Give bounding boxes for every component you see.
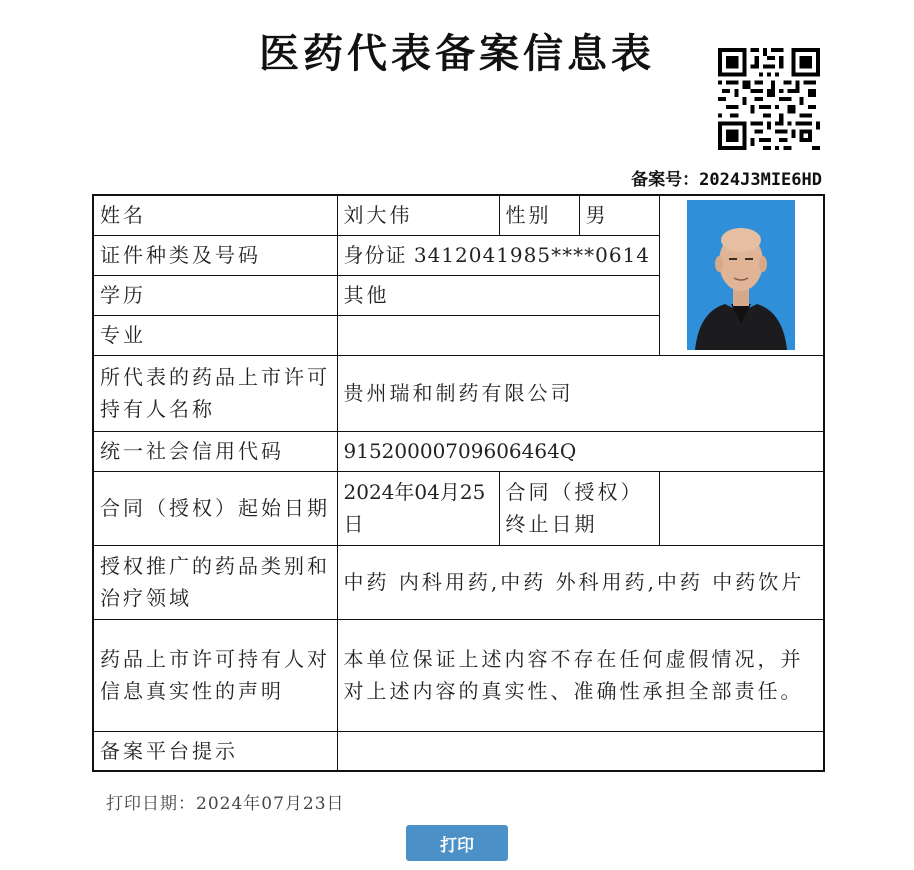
name-value: 刘大伟 [337, 195, 499, 235]
major-value [337, 315, 659, 355]
decl-value: 本单位保证上述内容不存在任何虚假情况，并对上述内容的真实性、准确性承担全部责任。 [337, 619, 824, 731]
holder-value: 贵州瑞和制药有限公司 [337, 355, 824, 431]
decl-label: 药品上市许可持有人对信息真实性的声明 [93, 619, 337, 731]
edu-label: 学历 [93, 275, 337, 315]
table-row [93, 195, 824, 235]
page-title: 医药代表备案信息表 [259, 30, 655, 77]
start-label: 合同（授权）起始日期 [93, 471, 337, 545]
gender-label: 性别 [499, 195, 579, 235]
print-button[interactable]: 打印 [406, 825, 508, 861]
credit-value: 91520000709606464Q [337, 431, 824, 471]
scope-label: 授权推广的药品类别和治疗领域 [93, 545, 337, 619]
end-label: 合同（授权）终止日期 [499, 471, 659, 545]
photo-cell [659, 195, 824, 355]
gender-value: 男 [579, 195, 659, 235]
id-value: 身份证 3412041985****0614 [337, 235, 659, 275]
holder-label: 所代表的药品上市许可持有人名称 [93, 355, 337, 431]
record-number: 备案号：2024J3MIE6HD [631, 170, 822, 190]
start-value: 2024年04月25日 [337, 471, 499, 545]
major-label: 专业 [93, 315, 337, 355]
edu-value: 其他 [337, 275, 659, 315]
tip-label: 备案平台提示 [93, 731, 337, 771]
print-date: 打印日期：2024年07月23日 [106, 794, 345, 814]
tip-value [337, 731, 824, 771]
credit-label: 统一社会信用代码 [93, 431, 337, 471]
table-row [93, 355, 824, 431]
person-photo [687, 200, 795, 350]
scope-value: 中药 内科用药,中药 外科用药,中药 中药饮片 [337, 545, 824, 619]
table-row [93, 471, 824, 545]
end-value [659, 471, 824, 545]
table-row [93, 731, 824, 771]
info-table [92, 194, 825, 772]
table-row [93, 619, 824, 731]
name-label: 姓名 [93, 195, 337, 235]
table-row [93, 545, 824, 619]
table-row [93, 431, 824, 471]
qr-code-icon [718, 48, 820, 150]
id-label: 证件种类及号码 [93, 235, 337, 275]
